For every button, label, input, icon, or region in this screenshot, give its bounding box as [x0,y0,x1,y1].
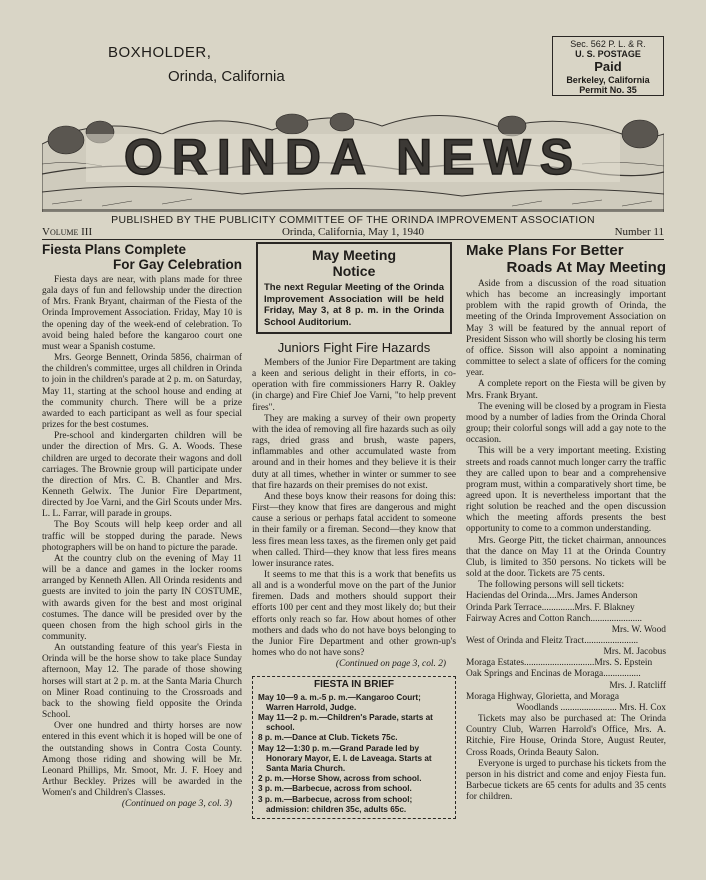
seller-line: Orinda Park Terrace..............Mrs. F. Blakney [466,602,635,613]
juniors-headline: Juniors Fight Fire Hazards [277,340,431,355]
brief-item: 3 p. m.—Barbecue, across from school. [258,784,412,794]
seller-line: Haciendas del Orinda....Mrs. James Anderson [466,591,638,602]
plans-headline-line2: Roads At May Meeting [506,259,666,276]
fiesta-paragraph: Fiesta days are near, with plans made for three gala days of fun and fellowship under the direction of Mrs. Frank Bryant, chairman of the Fiesta of the Orinda Improvement Association. Friday, May 10 is the opening day of the week-end of celebration. To avoid being haled before the kangaroo court one must wear a Spanish costume. [42,275,242,352]
meeting-notice-box [256,242,452,334]
notice-body: The next Regular Meeting of the Orinda Improvement Association will be held Friday, May 3, at 8 p. m. in the Orinda School Auditorium. [264,282,444,328]
masthead [42,104,664,212]
seller-line: Woodlands ........................ Mrs. H. Cox [516,702,666,713]
fiesta-paragraph: Mrs. George Bennett, Orinda 5856, chairman of the children's committee, urges all children in Orinda to join in the children's parade at 2 p. m. on Saturday, May 11, starting at the school house and ending at the community church. There will be a prize awarded to each participant as well as four special prizes for the best costumes. [42,353,242,431]
plans-headline [466,242,666,276]
postage-city: Berkeley, California [566,74,650,85]
juniors-paragraph: It seems to me that this is a work that benefits us all and is a wonderful move on the part of the Junior firemen. Dads and mothers should support their efforts 100 per cent and they most likely do; but their efforts only reach so far. How about homes of other mothers and dads who do not have boys belonging to the Junior Fire Department and other grown-up's homes who do not have sons? [252,569,456,659]
brief-item: May 12—1:30 p. m.—Grand Parade led by Honorary Mayor, E. I. de Laveaga. Starts at Santa Maria Church. [258,743,432,773]
fiesta-headline [42,242,242,272]
seller-line: Fairway Acres and Cotton Ranch...................... [466,613,643,624]
plans-paragraph: Aside from a discussion of the road situation which has become an increasingly important problem with the rapid growth of Orinda, the meeting of the Orinda Improvement Association on May 3 will be featured by the annual report of President Sisson who will shortly be closing his term of office. Sisson will also appoint a nominating committee to select a slate of officers for the coming year. [466,279,666,379]
seller-line: Moraga Estates..............................Mrs. S. Epstein [466,658,653,669]
seller-name: Mrs. M. Jacobus [603,647,666,658]
plans-paragraph: The evening will be closed by a program in Fiesta mood by a number of ladies from the Orinda Choral group; their colorful songs will add a gay note to the occasion. [466,401,666,446]
volume-number: Volume III [42,226,93,238]
postage-permit: Permit No. 35 [579,84,637,95]
brief-item: May 11—2 p. m.—Children's Parade, starts at school. [258,712,433,733]
fiesta-headline-line1: Fiesta Plans Complete [42,242,187,257]
issue-date: Orinda, California, May 1, 1940 [281,226,425,238]
fiesta-paragraph: An outstanding feature of this year's Fiesta in Orinda will be the horse show to take place Sunday afternoon, May 12. The parade of those showing horses will start at 2 p. m. at the Santa Maria Church on Miner Road continuing to the Crossroads and back to the showing field opposite the Orinda School. [42,643,242,721]
plans-paragraph: The following persons will sell tickets: [478,580,625,591]
brief-item: 8 p. m.—Dance at Club. Tickets 75c. [258,733,398,743]
brief-item: 2 p. m.—Horse Show, across from school. [258,774,422,784]
plans-closing-paragraph: Everyone is urged to purchase his tickets from the person in his district and come and enjoy Fiesta fun. Barbecue tickets are 65 cents for adults and 35 cents for children. [466,758,666,803]
plans-paragraph: A complete report on the Fiesta will be given by Mrs. Frank Bryant. [466,379,666,401]
postage-label: U. S. POSTAGE [575,49,641,60]
fiesta-paragraph: At the country club on the evening of May 11 will be a dance and games in the locker rooms arranged by Kenneth Allen. All Orinda residents and guests are invited to join the party IN COSTUME, with awards given for the best and most original costumes. The dance will be presided over by the queen chosen from the high school girls in the community. [42,553,242,642]
fiesta-paragraph: Pre-school and kindergarten children will be under the direction of Mrs. G. A. Woods. These children are urged to decorate their wagons and doll carriages. The Brownie group will participate under the direction of Mrs. C. B. Chantler and Mrs. Kenneth Gelwix. The Junior Fire Department, directed by Joe Varni, and the Girl Scouts under Mrs. L. L. Farrar, will parade in groups. [42,431,242,520]
publisher-line: PUBLISHED BY THE PUBLICITY COMMITTEE OF THE ORINDA IMPROVEMENT ASSOCIATION [111,214,595,226]
column-fiesta [42,242,242,811]
boxholder-label: BOXHOLDER, [108,44,212,61]
brief-title: FIESTA IN BRIEF [314,679,394,691]
brief-item: 3 p. m.—Barbecue, across from school; admission: children 35c, adults 65c. [258,794,413,814]
fiesta-paragraph: The Boy Scouts will help keep order and all traffic will be stopped during the parade. News photographers will be on hand to picture the parade. [42,520,242,553]
juniors-paragraph: Members of the Junior Fire Department are taking a keen and serious delight in their efforts, in co-operation with fire commissioners Harry R. Oakley (in charge) and Fire Chief Joe Varni, "to help prevent fires". [252,358,456,413]
seller-line: Moraga Highway, Glorietta, and Moraga [466,691,619,702]
notice-headline-line2: Notice [332,263,376,279]
juniors-continued: (Continued on page 3, col. 2) [335,659,446,670]
seller-name: Mrs. W. Wood [611,624,666,635]
dateline [42,226,664,240]
postage-paid: Paid [594,58,622,74]
plans-headline-line1: Make Plans For Better [466,242,624,259]
masthead-title: ORINDA NEWS [123,129,583,185]
brief-item: May 10—9 a. m.-5 p. m.—Kangaroo Court; Warren Harrold, Judge. [258,692,421,712]
column-roads [466,242,666,803]
notice-headline-line1: May Meeting [311,247,396,263]
juniors-paragraph: And these boys know their reasons for doing this: First—they know that fires are dangerous and might cause a serious or perhaps fatal accident to someone in their family or a fireman. Second—they know that less fires mean less taxes, as the firemen only get paid when called. Third—they know that less fires means lower insurance rates. [252,491,456,569]
seller-line: West of Orinda and Fleitz Tract....................... [466,636,639,646]
juniors-paragraph: They are making a survey of their own property with the idea of removing all fire hazards such as oily rags, dried grass and brush, waste papers, inflammables and other accumulated waste from around and in their homes and they believe it is their duty at all times, whether in winter or summer to see that fire hazards on their premises do not exist. [252,413,456,491]
address-city: Orinda, California [168,68,285,85]
column-center [252,242,456,819]
fiesta-brief-box [252,676,456,819]
seller-line: Oak Springs and Encinas de Moraga................ [466,669,641,680]
plans-paragraph: This will be a very important meeting. Existing streets and roads cannot much longer carry the traffic they are called upon to bear and a comprehensive program must, within a comparatively short time, be agreed upon. It is nevertheless important that the right solution be reached and the open discussion which the meeting affords presents the best opportunity to come to a common understanding. [466,446,666,535]
fiesta-continued: (Continued on page 3, col. 3) [121,799,232,810]
fiesta-paragraph: Over one hundred and thirty horses are now entered in this event which it is hoped will be one of the outstanding shows in Contra Costa County. Among those riding and showing will be Mr. Leonard Phillips, Mr. Smoot, Mr. J. F. Hoey and Arthur Beckley. Prizes will be awarded in the Women's and Children's Classes. [42,721,242,799]
postage-section: Sec. 562 P. L. & R. [570,39,646,49]
seller-name: Mrs. J. Ratcliff [609,680,666,691]
fiesta-headline-line2: For Gay Celebration [112,257,242,272]
issue-number: Number 11 [614,226,664,238]
postage-indicia [552,36,664,96]
masthead-illustration [42,104,664,212]
plans-closing-paragraph: Tickets may also be purchased at: The Orinda Country Club, Warren Harrold's Office, Mrs. A. Ritchie, Fire House, Orinda Store, August Reuter, Cross Roads, Orinda Beauty Salon. [466,714,666,758]
plans-paragraph: Mrs. George Pitt, the ticket chairman, announces that the dance on May 11 at the Orinda Country Club, is limited to 350 persons. No tickets will be sold at the door. Tickets are 75 cents. [466,535,666,580]
